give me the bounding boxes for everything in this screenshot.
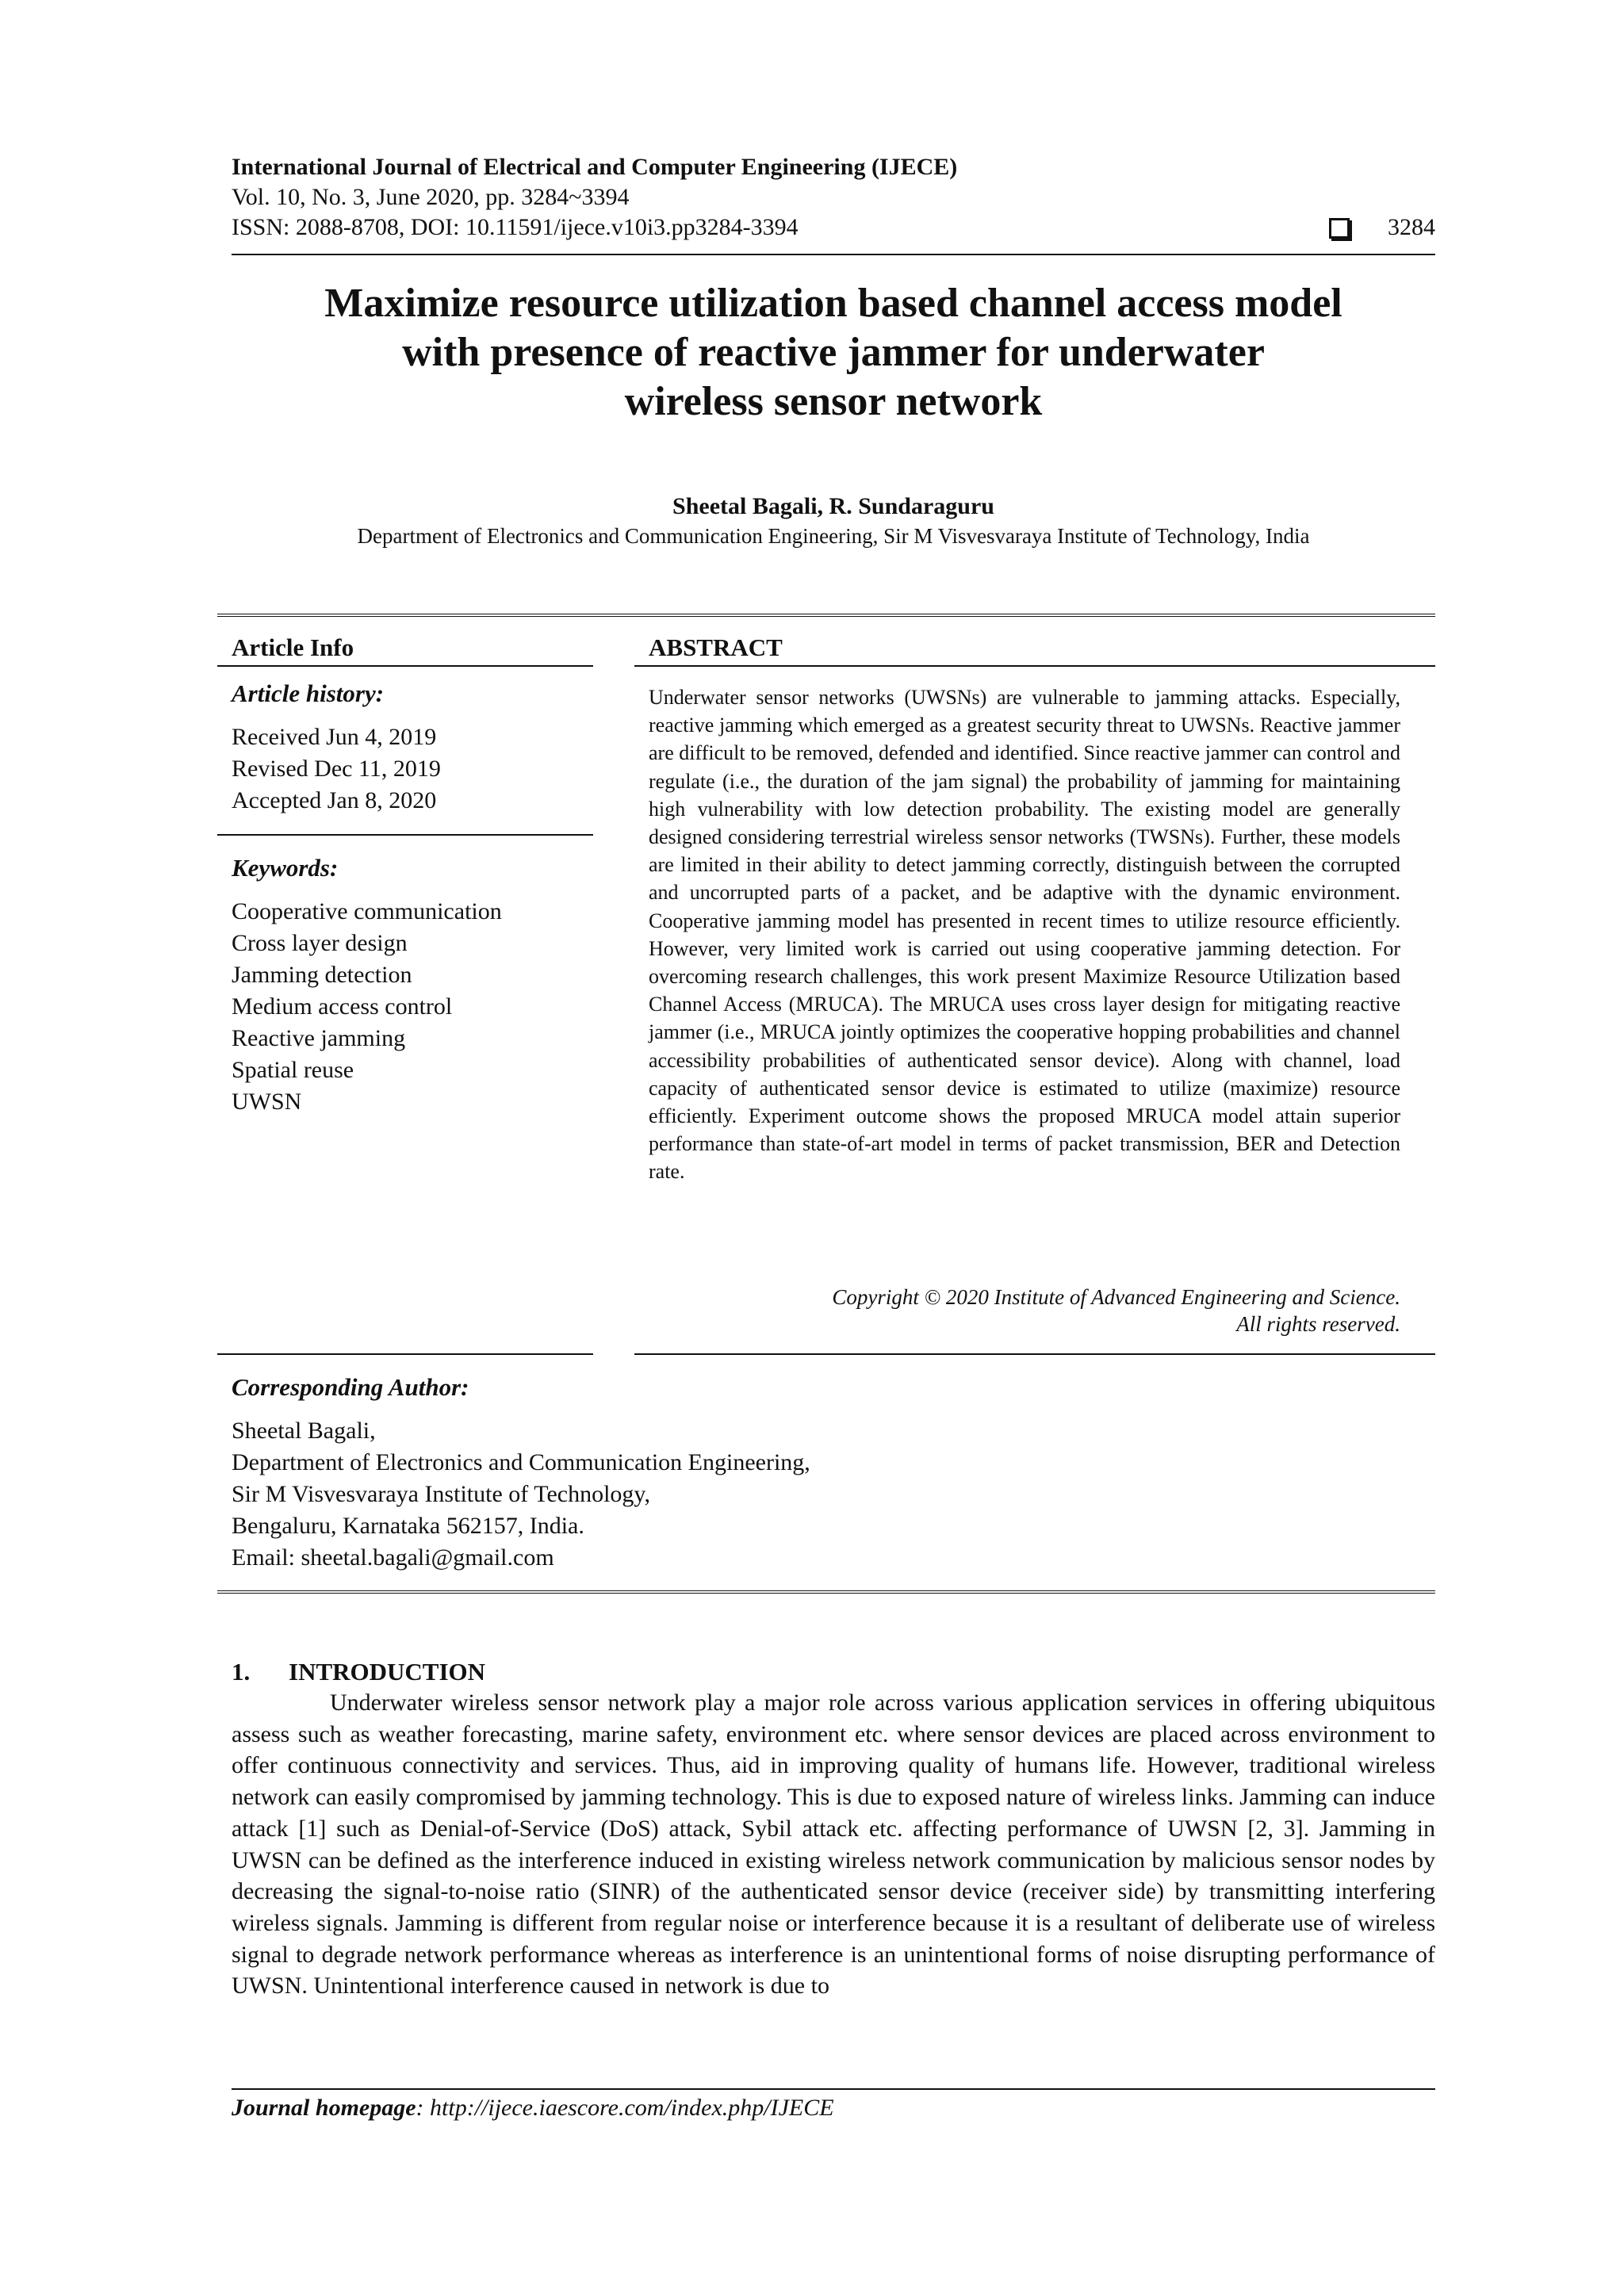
rights-line: All rights reserved. xyxy=(1236,1312,1400,1336)
journal-header xyxy=(232,152,1435,243)
section-title: INTRODUCTION xyxy=(289,1658,486,1686)
square-bullet-icon xyxy=(1329,218,1350,239)
title-line: wireless sensor network xyxy=(624,379,1043,424)
keyword-item: Cross layer design xyxy=(232,930,408,956)
article-info-heading: Article Info xyxy=(232,633,354,661)
abstract-bottom-rule xyxy=(634,1353,1435,1355)
keyword-item: Reactive jamming xyxy=(232,1025,406,1051)
paper-authors: Sheetal Bagali, R. Sundaraguru xyxy=(672,493,994,519)
corresponding-author-heading: Corresponding Author: xyxy=(232,1373,469,1401)
journal-homepage xyxy=(232,2093,834,2123)
keywords-section xyxy=(232,853,593,1118)
copyright-line: Copyright © 2020 Institute of Advanced Engineering and Science. xyxy=(832,1285,1400,1309)
header-rule xyxy=(232,254,1435,255)
keywords-heading: Keywords: xyxy=(232,854,339,882)
journal-volume: Vol. 10, No. 3, June 2020, pp. 3284~3394 xyxy=(232,184,630,210)
article-history-heading: Article history: xyxy=(232,679,385,707)
journal-issn-doi: ISSN: 2088-8708, DOI: 10.11591/ijece.v10i3.pp3284-3394 xyxy=(232,214,799,240)
keyword-item: Jamming detection xyxy=(232,962,412,988)
introduction-heading xyxy=(232,1657,485,1687)
keyword-item: Spatial reuse xyxy=(232,1057,354,1083)
author-institute: Sir M Visvesvaraya Institute of Technology, xyxy=(232,1481,650,1507)
article-info-rule xyxy=(217,665,593,667)
page-number: 3284 xyxy=(1388,214,1435,240)
copyright-notice xyxy=(649,1284,1400,1337)
introduction-text: Underwater wireless sensor network play a major role across various application services in offering ubiquitous assess such as weather forecasting, marine safety, environment etc. where sensor devices are placed across environment to offer continuous connectivity and services. Thus, aid in improving quality of humans life. However, traditional wireless network can easily compromised by jamming technology. This is due to exposed nature of wireless links. Jamming can induce attack [1] such as Denial-of-Service (DoS) attack, Sybil attack etc. affecting performance of UWSN [2, 3]. Jamming in UWSN can be defined as the interference induced in existing wireless network communication by malicious sensor nodes by decreasing the signal-to-noise ratio (SINR) of the authenticated sensor device (receiver side) by transmitting interfering wireless signals. Jamming is different from regular noise or interference because it is a resultant of deliberate use of wireless signal to degrade network performance whereas as interference is an unintentional forms of noise disrupting performance of UWSN. Unintentional interference caused in network is due to xyxy=(232,1689,1435,1999)
section-number: 1. xyxy=(232,1658,251,1686)
info-box-top-rule xyxy=(217,614,1435,617)
title-line: with presence of reactive jammer for underwater xyxy=(402,330,1265,375)
author-email[interactable]: Email: sheetal.bagali@gmail.com xyxy=(232,1544,554,1571)
homepage-label: Journal homepage xyxy=(232,2095,416,2121)
abstract-heading: ABSTRACT xyxy=(649,633,783,661)
homepage-separator: : xyxy=(416,2095,431,2121)
author-name: Sheetal Bagali, xyxy=(232,1418,376,1444)
history-bottom-rule xyxy=(217,834,593,836)
author-affiliation: Department of Electronics and Communication Engineering, Sir M Visvesvaraya Institute of Technology, India xyxy=(357,524,1310,548)
abstract-rule xyxy=(634,665,1435,667)
keyword-item: UWSN xyxy=(232,1089,302,1115)
author-department: Department of Electronics and Communication Engineering, xyxy=(232,1449,810,1475)
history-revised: Revised Dec 11, 2019 xyxy=(232,756,441,782)
journal-issn-row xyxy=(232,212,1435,243)
history-accepted: Accepted Jan 8, 2020 xyxy=(232,787,437,813)
corresponding-author xyxy=(232,1372,1104,1574)
keyword-item: Cooperative communication xyxy=(232,898,502,924)
keywords-bottom-rule xyxy=(217,1353,593,1355)
journal-name: International Journal of Electrical and Computer Engineering (IJECE) xyxy=(232,154,958,180)
author-address: Bengaluru, Karnataka 562157, India. xyxy=(232,1513,584,1539)
history-received: Received Jun 4, 2019 xyxy=(232,724,437,750)
info-box-bottom-rule xyxy=(217,1590,1435,1594)
article-history xyxy=(232,679,593,817)
title-line: Maximize resource utilization based channel access model xyxy=(324,281,1342,326)
abstract-text: Underwater sensor networks (UWSNs) are vulnerable to jamming attacks. Especially, reactive jamming which emerged as a greatest security threat to UWSNs. Reactive jammer are difficult to be removed, defended and identified. Since reactive jammer can control and regulate (i.e., the duration of the jam signal) the probability of jamming for maintaining high vulnerability with low detection probability. The existing model are generally designed considering terrestrial wireless sensor networks (TWSNs). Further, these models are limited in their ability to detect jamming correctly, distinguish between the corrupted and uncorrupted parts of a packet, and be adaptive with the dynamic environment. Cooperative jamming model has presented in recent times to utilize resource efficiently. However, very limited work is carried out using cooperative jamming detection. For overcoming research challenges, this work present Maximize Resource Utilization based Channel Access (MRUCA). The MRUCA uses cross layer design for mitigating reactive jammer (i.e., MRUCA jointly optimizes the cooperative hopping probabilities and channel accessibility probabilities of authenticated sensor device). Along with channel, load capacity of authenticated sensor device is estimated to utilize (maximize) resource efficiently. Experiment outcome shows the proposed MRUCA model attain superior performance than state-of-art model in terms of packet transmission, BER and Detection rate. xyxy=(649,686,1400,1184)
footer-rule xyxy=(232,2088,1435,2090)
paper-title xyxy=(232,279,1435,427)
homepage-link[interactable]: http://ijece.iaescore.com/index.php/IJECE xyxy=(430,2095,834,2121)
keyword-item: Medium access control xyxy=(232,993,453,1020)
